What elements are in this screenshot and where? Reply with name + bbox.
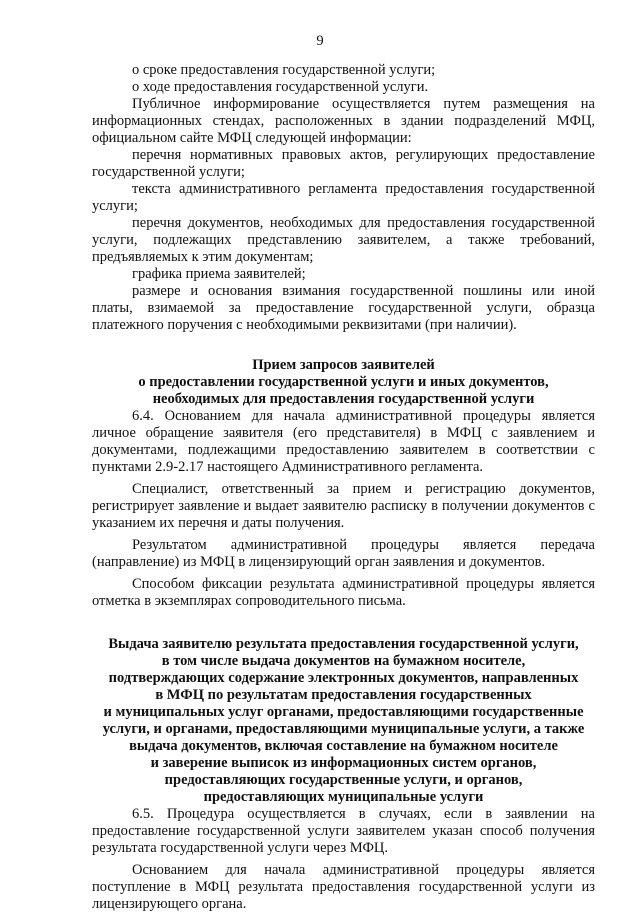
paragraph: 6.4. Основанием для начала административной процедуры является личное обращение заявителя (его представителя) в МФЦ с заявлением и документами, подлежащими предоставлению заявителем в соответствии с пунктами 2.9-2.17 настоящего Административного регламента. — [92, 408, 595, 475]
paragraph: перечня документов, необходимых для предоставления государственной услуги, подлежащих представлению заявителем, а также требований, предъявляемых к этим документам; — [92, 215, 595, 265]
paragraph: перечня нормативных правовых актов, регулирующих предоставление государственной услуги; — [92, 147, 595, 180]
heading-line: в МФЦ по результатам предоставления государственных — [155, 687, 532, 703]
paragraph: Специалист, ответственный за прием и регистрацию документов, регистрирует заявление и выдает заявителю расписку в получении документов с указанием их перечня и даты получения. — [92, 481, 595, 531]
heading-line: в том числе выдача документов на бумажном носителе, — [161, 653, 526, 669]
heading-line: подтверждающих содержание электронных документов, направленных — [108, 670, 579, 686]
heading-line: выдача документов, включая составление на бумажном носителе — [129, 738, 558, 754]
paragraph: 6.5. Процедура осуществляется в случаях, если в заявлении на предоставление государственной услуги заявителем указан способ получения результата государственной услуги через МФЦ. — [92, 806, 595, 856]
paragraph: о ходе предоставления государственной услуги. — [132, 79, 429, 95]
document-body — [92, 62, 595, 913]
section-heading-reception — [92, 357, 595, 408]
paragraph: Способом фиксации результата административной процедуры является отметка в экземплярах сопроводительного письма. — [92, 576, 595, 609]
heading-line: Выдача заявителю результата предоставления государственной услуги, — [108, 636, 579, 652]
page-number: 9 — [316, 33, 324, 49]
paragraph: графика приема заявителей; — [132, 266, 306, 282]
paragraph: о сроке предоставления государственной услуги; — [132, 62, 436, 78]
section-heading-issuance — [92, 636, 595, 806]
heading-line: и муниципальных услуг органами, предоставляющими государственные — [103, 704, 584, 720]
heading-line: предоставляющих государственные услуги, и органов, — [164, 772, 523, 788]
paragraph: Публичное информирование осуществляется путем размещения на информационных стендах, расположенных в здании подразделений МФЦ, официальном сайте МФЦ следующей информации: — [92, 96, 595, 146]
paragraph: размере и основания взимания государственной пошлины или иной платы, взимаемой за предоставление государственной услуги, образца платежного поручения с необходимыми реквизитами (при наличии). — [92, 283, 595, 333]
heading-line: и заверение выписок из информационных систем органов, — [150, 755, 537, 771]
paragraph: Основанием для начала административной процедуры является поступление в МФЦ результата предоставления государственной услуги из лицензирующего органа. — [92, 862, 595, 912]
heading-line: Прием запросов заявителей — [252, 357, 435, 373]
heading-line: о предоставлении государственной услуги и иных документов, — [138, 374, 549, 390]
heading-line: предоставляющих муниципальные услуги — [203, 789, 484, 805]
paragraph: текста административного регламента предоставления государственной услуги; — [92, 181, 595, 214]
paragraph: Результатом административной процедуры является передача (направление) из МФЦ в лицензирующий орган заявления и документов. — [92, 537, 595, 570]
heading-line: необходимых для предоставления государственной услуги — [152, 391, 535, 407]
heading-line: услуги, и органами, предоставляющими муниципальные услуги, а также — [102, 721, 585, 737]
